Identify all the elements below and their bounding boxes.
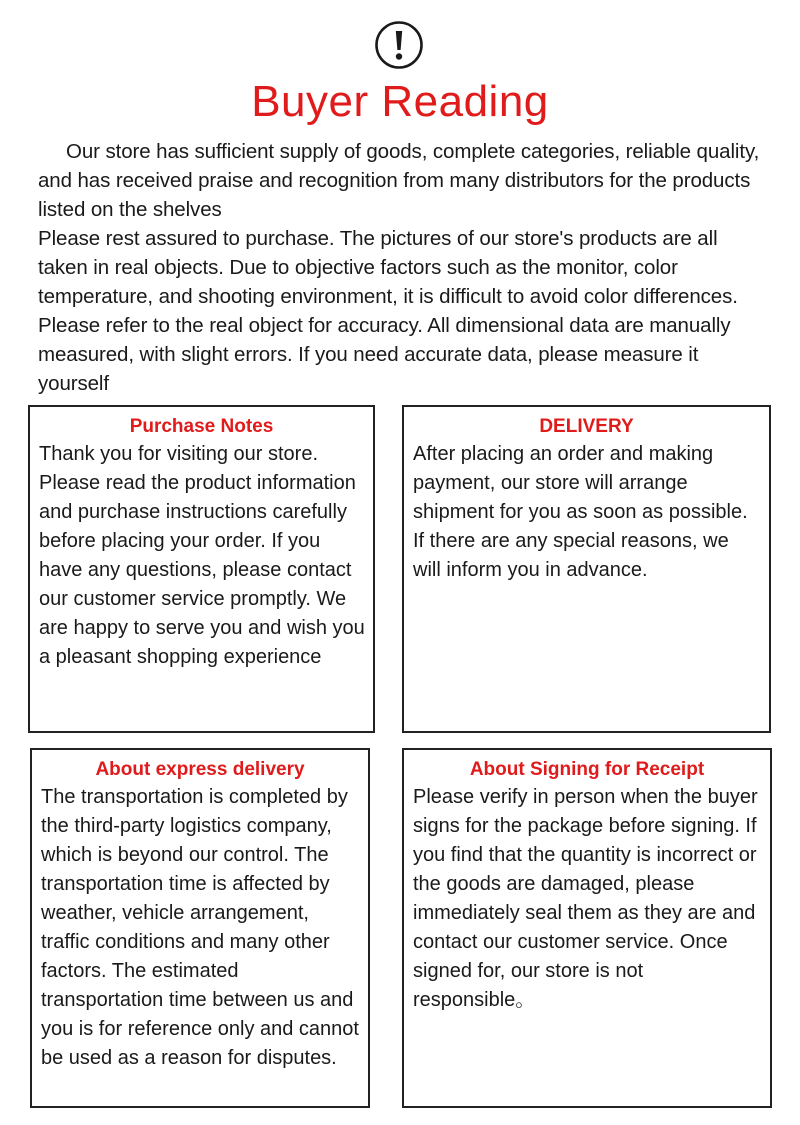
section-title: Purchase Notes [129, 416, 274, 437]
section-express-delivery [30, 748, 370, 1108]
section-title: About Signing for Receipt [469, 759, 705, 780]
section-purchase-notes [28, 405, 375, 733]
intro-paragraph: Our store has sufficient supply of goods, complete categories, reliable quality, and has received praise and recognition from many distributors for the products listed on the shelves [38, 140, 760, 221]
section-body: Thank you for visiting our store. Please read the product information and purchase instructions carefully before placing your order. If you have any questions, please contact our customer service promptly. We are happy to serve you and wish you a pleasant shopping experience [39, 443, 365, 668]
intro-text [38, 137, 768, 398]
section-delivery [402, 405, 771, 733]
page-title: Buyer Reading [251, 77, 549, 126]
section-title: About express delivery [95, 759, 305, 780]
section-signing-receipt [402, 748, 772, 1108]
section-body: After placing an order and making payment, our store will arrange shipment for you as soon as possible. If there are any special reasons, we will inform you in advance. [413, 443, 748, 581]
section-body: Please verify in person when the buyer signs for the package before signing. If you find that the quantity is incorrect or the goods are damaged, please immediately seal them as they are and contact our customer service. Once signed for, our store is not responsible。 [413, 786, 758, 1011]
section-title: DELIVERY [539, 416, 634, 437]
intro-paragraph: Please rest assured to purchase. The pictures of our store's products are all taken in real objects. Due to objective factors such as the monitor, color temperature, and shooting environment, it is difficult to avoid color differences. Please refer to the real object for accuracy. All dimensional data are manually measured, with slight errors. If you need accurate data, please measure it yourself [38, 227, 738, 395]
exclamation-circle-icon [374, 20, 424, 70]
section-body: The transportation is completed by the third-party logistics company, which is beyond our control. The transportation time is affected by weather, vehicle arrangement, traffic conditions and many other factors. The estimated transportation time between us and you is for reference only and cannot be used as a reason for disputes. [41, 786, 359, 1069]
